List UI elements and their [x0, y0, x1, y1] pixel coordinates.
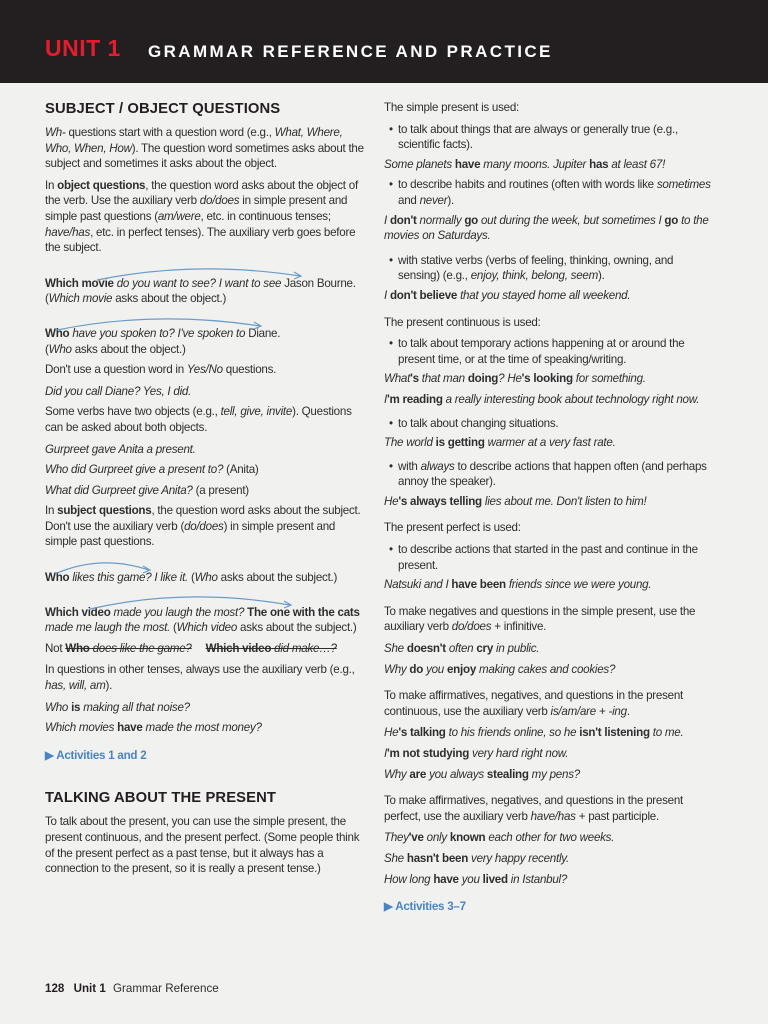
yes-no-example: Did you call Diane? Yes, I did. [45, 384, 192, 398]
arrow-arc [45, 556, 367, 576]
section-title-subject-object: SUBJECT / OBJECT QUESTIONS [45, 101, 281, 117]
arrow-arc [45, 262, 367, 282]
example-which-video: Which video made you laugh the most? The one with the cats made me laugh the most. (Which video asks about the subject.) [45, 605, 367, 636]
example-line: How long have you lived in Istanbul? [384, 872, 568, 886]
page-header [0, 0, 768, 83]
two-objects-rule: Some verbs have two objects (e.g., tell, give, invite). Questions can be asked about both objects. [45, 405, 352, 434]
example-line: The world is getting warmer at a very fast rate. [384, 436, 616, 450]
header-title: GRAMMAR REFERENCE AND PRACTICE [148, 42, 553, 61]
bullet-item: • to talk about changing situations. [389, 416, 559, 430]
example-line: I don't normally go out during the week, but sometimes I go to the movies on Saturdays. [384, 213, 709, 243]
arrow-arc [45, 591, 367, 611]
example-line: They've only known each other for two weeks. [384, 831, 615, 845]
example-line: Who did Gurpreet give a present to? (Anita) [45, 463, 259, 477]
example-line: He's always telling lies about me. Don't listen to him! [384, 494, 647, 508]
bullet-item: • with stative verbs (verbs of feeling, thinking, owning, and sensing) (e.g., enjoy, think, belong, seem). [389, 253, 674, 283]
example-line: Why do you enjoy making cakes and cookies? [384, 662, 616, 676]
present-continuous-heading: The present continuous is used: [384, 315, 541, 329]
example-who-likes: Who likes this game? I like it. (Who asks about the subject.) [45, 570, 367, 586]
section-title-present: TALKING ABOUT THE PRESENT [45, 790, 277, 807]
not-examples: Not Who does like the game? Which video did make…? [45, 641, 337, 655]
example-line: What's that man doing? He's looking for something. [384, 372, 646, 386]
present-perfect-negatives-rule: To make affirmatives, negatives, and questions in the present perfect, use the auxiliary verb have/has + past participle. [384, 794, 684, 823]
object-questions-paragraph: In object questions, the question word asks about the object of the verb. Use the auxiliary verb do/does in simple present and simple past questions (am/were, etc. in continuous tenses; have/has, etc. in perfect tenses). The auxiliary verb goes before the subject. [45, 178, 358, 255]
example-line: Natsuki and I have been friends since we were young. [384, 578, 652, 592]
bullet-item: • to talk about things that are always or generally true (e.g., scientific facts). [389, 122, 678, 152]
example-line: Which movies have made the most money? [45, 721, 262, 735]
example-line: Who is making all that noise? [45, 700, 190, 714]
bullet-item: • to describe habits and routines (often with words like sometimes and never). [389, 178, 711, 207]
example-which-movie: Which movie do you want to see? I want to see Jason Bourne. (Which movie asks about the object.) [45, 276, 367, 307]
footer-section: Grammar Reference [113, 982, 219, 995]
example-line: Gurpreet gave Anita a present. [45, 442, 196, 456]
simple-present-heading: The simple present is used: [384, 101, 520, 114]
example-line: Why are you always stealing my pens? [384, 767, 580, 781]
present-perfect-heading: The present perfect is used: [384, 521, 521, 535]
present-intro: To talk about the present, you can use the simple present, the present continuous, and the present perfect. (Some people think of the present perfect as a past tense, but it always has a connection to the present, so it is really a present tense.) [45, 815, 360, 876]
arrow-arc [45, 312, 367, 332]
bullet-item: • with always to describe actions that happen often (and perhaps annoy the speaker). [389, 459, 707, 489]
subject-questions-paragraph: In subject questions, the question word asks about the subject. Don't use the auxiliary verb (do/does) in simple present and simple past questions. [45, 504, 361, 549]
other-tenses-rule: In questions in other tenses, always use the auxiliary verb (e.g., has, will, am). [45, 663, 355, 693]
right-column [384, 100, 714, 915]
activities-1-2-link[interactable]: ▶ Activities 1 and 2 [45, 748, 147, 762]
intro-paragraph: Wh- questions start with a question word (e.g., What, Where, Who, When, How). The question word sometimes asks about the subject and sometimes it asks about the object. [45, 126, 364, 171]
example-line: I'm reading a really interesting book about technology right now. [384, 392, 700, 406]
footer-unit: Unit 1 [73, 982, 106, 995]
page-footer [45, 982, 219, 995]
example-line: What did Gurpreet give Anita? (a present) [45, 483, 249, 497]
present-continuous-negatives-rule: To make affirmatives, negatives, and questions in the present continuous, use the auxiliary verb is/am/are + -ing. [384, 689, 684, 718]
unit-label: UNIT 1 [45, 35, 121, 61]
left-column [45, 100, 367, 883]
example-line: He's talking to his friends online, so he isn't listening to me. [384, 726, 684, 740]
example-who-spoken: Who have you spoken to? I've spoken to Diane. (Who asks about the object.) [45, 326, 367, 357]
bullet-item: • to talk about temporary actions happening at or around the present time, or at the time of speaking/writing. [389, 337, 685, 366]
page-number: 128 [45, 982, 65, 995]
example-line: She doesn't often cry in public. [384, 642, 540, 656]
activities-3-7-link[interactable]: ▶ Activities 3–7 [384, 900, 466, 914]
example-line: She hasn't been very happy recently. [384, 851, 569, 865]
bullet-item: • to describe actions that started in the past and continue in the present. [389, 543, 698, 572]
example-line: Some planets have many moons. Jupiter has at least 67! [384, 157, 666, 171]
example-line: I don't believe that you stayed home all weekend. [384, 288, 631, 302]
simple-present-negatives-rule: To make negatives and questions in the simple present, use the auxiliary verb do/does + infinitive. [384, 604, 696, 634]
yes-no-rule: Don't use a question word in Yes/No questions. [45, 363, 277, 377]
example-line: I'm not studying very hard right now. [384, 747, 569, 760]
